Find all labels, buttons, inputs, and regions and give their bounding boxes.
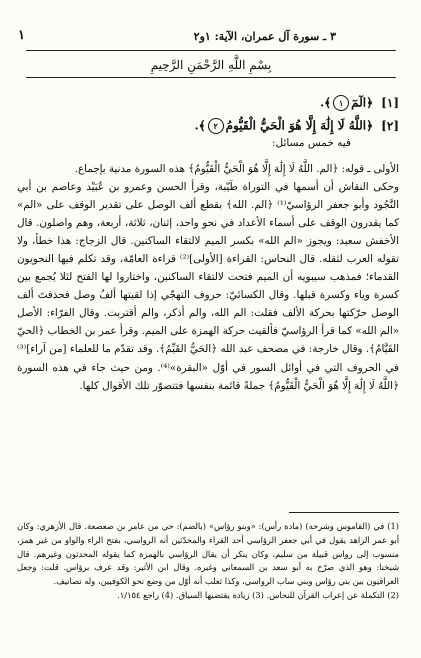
verse-text: ﴿اللَّهُ لَا إِلَٰهَ إِلَّا هُوَ الْحَيُّ الْقَيُّومُ	[225, 118, 374, 133]
footnotes	[17, 520, 399, 603]
ayah-marker: ١	[333, 95, 349, 111]
paragraph: وحكى النقاش أن أسمها في التوراة طَيّبة، وقرأ الحسن وعمرو بن عُبَيْد وعاصم بن أبي النَّجُود وأبو جعفر الرؤاسيّ⁽¹⁾ ﴿الم. الله﴾ بقطع ألف الوصل على تقدير الوقف على «الم» كما يقدرون الوقف على أسماء الأعداد في نحو واحد، إثنان، ثلاثة، أربعة، وهم واصلون. قال الأخفش سعيد: ويجوز «الم الله» بكسر الميم لالتقاء الساكنين. قال الزجاج: هذا خطأ، ولا تقوله العرب لثقله. قال النحاس: القراءة [الأولى]⁽²⁾ قراءة العامّة، وقد تكلم فيها النحويون القدماء؛ فمذهب سيبويه أن الميم فتحت لالتقاء الساكنين، واختاروا لها الفتح لئلا يُجمع بين كسرة وياء وكسرة قبلها. وقال الكسائيّ: حروف التهجّي إذا لقيتها ألفُ وصل فحذفتَ ألف الوصل حرّكتها بحركة الألف فقلت: الم الله، والم أذكر، والم أقتربت. وقال الفرّاء: الأصل «الم الله» كما قرأ الرؤاسيّ فألقيت حركة الهمزة على الميم. وقرأ عمر بن الخطاب ﴿الحيّ القَيَّامُ﴾. وقال خارجة: في مصحف عبد الله ﴿الحَيُّ القَيِّمُ﴾. وقد تقدّم ما للعلماء [من آراء]⁽³⁾ في الحروف التي في أوائل السور في أوّل «البقرة»⁽⁴⁾. ومن حيث جاء في هذه السورة ﴿اللَّهُ لَا إِلَٰهَ إِلَّا هُوَ الْحَيُّ الْقَيُّومُ﴾ جملةً قائمة بنفسها فتتصوّر تلك الأقوال كلها.	[17, 181, 399, 392]
running-header	[18, 28, 396, 48]
verse-close: ﴾.	[194, 118, 206, 133]
header-title: ٣ ـ سورة آل عمران، الآية: ١و٢	[193, 30, 336, 43]
page-number: ١	[18, 28, 25, 43]
verse-number: [١]	[381, 95, 399, 110]
verse-text: ﴿الٓمٓ	[351, 95, 374, 110]
paragraph: الأولى ـ قوله: ﴿الم. اللَّهُ لَا إِلَٰهَ إِلَّا هُوَ الْحَيُّ الْقَيُّومُ﴾ هذه السورة مدنية بإجماع.	[74, 163, 399, 175]
footnote: (2) التكملة عن إعراب القرآن للنحاس. (3) زيادة يقتضيها السياق. (4) راجع ١/١٥٤.	[117, 589, 399, 600]
verse-1	[320, 95, 399, 111]
verse-2	[194, 118, 399, 134]
section-intro: فيه خمس مسائل:	[271, 137, 351, 149]
verse-number: [٢]	[381, 118, 399, 133]
basmala-rule	[26, 77, 396, 78]
basmala: بِسْمِ اللَّهِ الرَّحْمَنِ الرَّحِيمِ	[150, 58, 272, 72]
commentary-body	[17, 160, 399, 395]
footnote: (1) في (القاموس وشرحه) (مادة رأس): «وبنو رؤاس» (بالضم): حي من عامر بن صعصعة. قال الأزهري: وكان أبو عمر الزاهد يقول في أبي جعفر الرؤاسي أحد القراء والمحدّثين أنه الرواسي، بفتح الراء والواو من غير همز، منسوب إلى رواس قبيلة من سليم، وكان ينكر أن يقال الرؤاسي بالهمزة كما يقوله المحدثون وغيرهم. قال شيخنا: وهو الذي صرّح به أبو سعد بن السمعاني وغيره. وقال ابن الأثير: وقد عرف برؤاس. قلت: وجعل العراقيون بين بني رؤاس وبني ساب الرواسي، وكذا ثعلب أنه أوّل من وضع نحو الكوفيين، وله تصانيف.	[17, 521, 399, 587]
footnote-rule	[289, 512, 399, 513]
verse-close: ﴾.	[319, 95, 332, 110]
ayah-marker: ٢	[208, 118, 224, 134]
header-rule	[26, 50, 396, 51]
